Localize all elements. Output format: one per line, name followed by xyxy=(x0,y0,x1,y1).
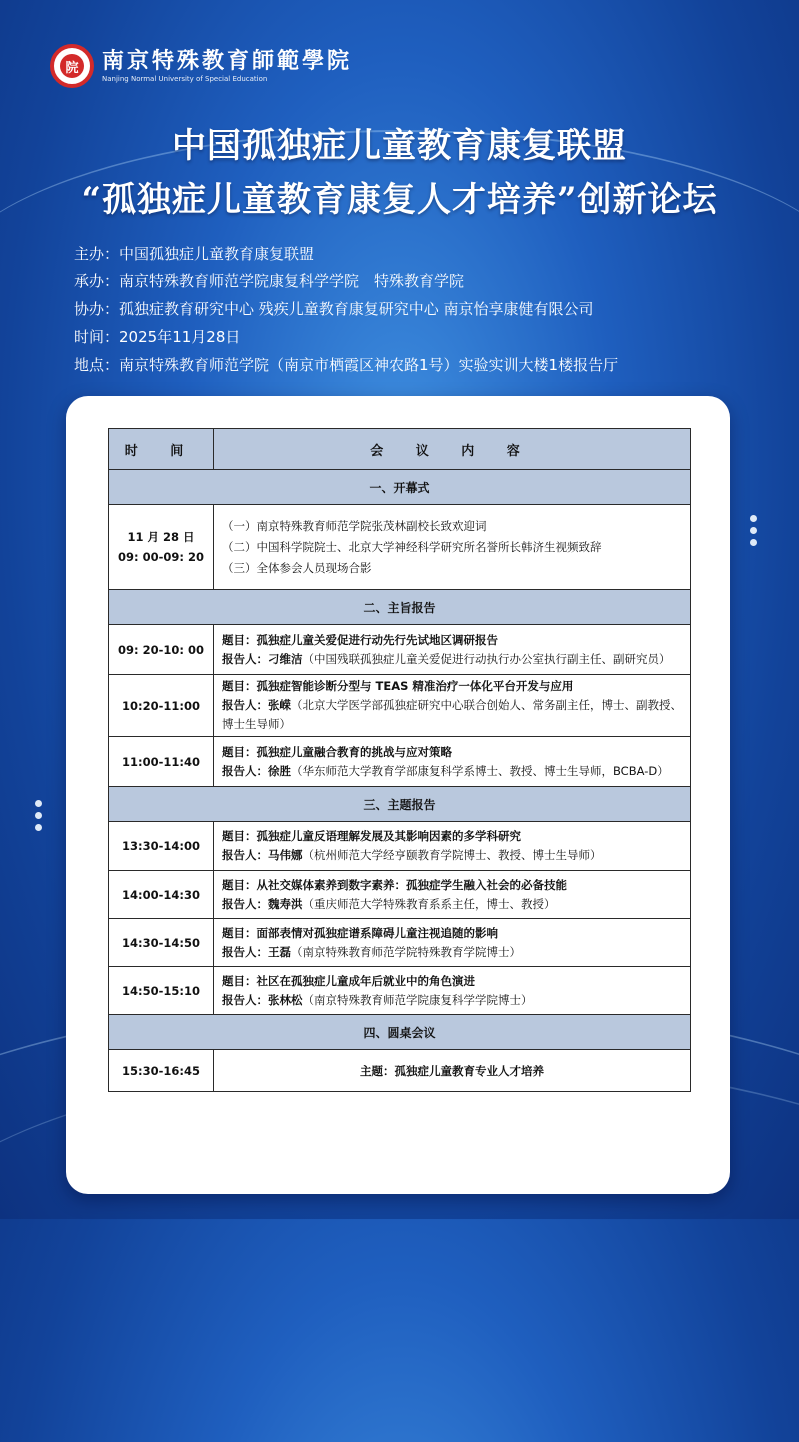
info-value: 南京特殊教育师范学院（南京市栖霞区神农路1号）实验实训大楼1楼报告厅 xyxy=(119,356,619,374)
decorative-dots xyxy=(750,515,757,546)
row-content xyxy=(214,737,691,787)
table-row xyxy=(109,625,691,675)
time-line: 11 月 28 日 xyxy=(127,530,195,544)
table-row xyxy=(109,1050,691,1092)
topic-label: 题目： xyxy=(222,973,257,988)
speaker-info: （北京大学医学部孤独症研究中心联合创始人、常务副主任，博士、副教授、博士生导师） xyxy=(222,698,682,731)
topic-label: 题目： xyxy=(222,679,257,693)
speaker-name: 张林松 xyxy=(268,992,303,1007)
topic-title: 孤独症儿童融合教育的挑战与应对策略 xyxy=(256,744,452,759)
section-row xyxy=(109,1015,691,1050)
schedule-card xyxy=(66,396,730,1194)
talk-speaker xyxy=(222,895,682,914)
speaker-info: （南京特殊教育师范学院特殊教育学院博士） xyxy=(291,944,521,959)
info-line xyxy=(74,356,618,374)
topic-title: 孤独症智能诊断分型与 TEAS 精准治疗一体化平台开发与应用 xyxy=(256,679,574,693)
talk-speaker xyxy=(222,762,682,781)
speaker-name: 王磊 xyxy=(268,944,291,959)
info-line xyxy=(74,245,314,263)
info-value: 2025年11月28日 xyxy=(119,328,241,346)
table-row xyxy=(109,919,691,967)
speaker-label: 报告人： xyxy=(222,848,268,862)
talk-topic xyxy=(222,743,682,762)
row-content: 主题：孤独症儿童教育专业人才培养 xyxy=(214,1050,691,1092)
talk-speaker xyxy=(222,846,682,865)
table-row xyxy=(109,737,691,787)
talk-topic xyxy=(222,827,682,846)
topic-label: 题目： xyxy=(222,925,257,940)
row-content xyxy=(214,505,691,590)
info-line xyxy=(74,300,594,318)
agenda-item: （二）中国科学院院士、北京大学神经科学研究所名誉所长韩济生视频致辞 xyxy=(222,539,602,554)
speaker-label: 报告人： xyxy=(222,992,268,1007)
info-value: 中国孤独症儿童教育康复联盟 xyxy=(119,245,315,263)
section-title: 三、主题报告 xyxy=(109,787,691,822)
university-seal-icon: 院 xyxy=(50,44,94,88)
speaker-name: 徐胜 xyxy=(268,763,291,778)
topic-title: 社区在孤独症儿童成年后就业中的角色演进 xyxy=(256,973,475,988)
section-title: 一、开幕式 xyxy=(109,470,691,505)
talk-topic xyxy=(222,972,682,991)
row-time: 14:30-14:50 xyxy=(109,919,214,967)
info-label: 主办： xyxy=(74,245,120,263)
agenda-item: （三）全体参会人员现场合影 xyxy=(222,560,372,575)
info-value: 孤独症教育研究中心 残疾儿童教育康复研究中心 南京怡享康健有限公司 xyxy=(119,300,594,318)
speaker-name: 马伟娜 xyxy=(268,848,303,862)
table-row xyxy=(109,822,691,871)
title-line2: “孤独症儿童教育康复人才培养”创新论坛 xyxy=(81,180,718,220)
time-line: 09: 00-09: 20 xyxy=(118,550,204,564)
speaker-name: 魏寿洪 xyxy=(268,896,303,911)
talk-speaker xyxy=(222,991,682,1010)
topic-label: 题目： xyxy=(222,632,257,647)
row-time: 14:50-15:10 xyxy=(109,967,214,1015)
speaker-label: 报告人： xyxy=(222,651,268,666)
topic-title: 孤独症儿童关爱促进行动先行先试地区调研报告 xyxy=(256,632,498,647)
row-time: 11:00-11:40 xyxy=(109,737,214,787)
info-line xyxy=(74,328,240,346)
row-time: 14:00-14:30 xyxy=(109,871,214,919)
talk-topic xyxy=(222,876,682,895)
row-content xyxy=(214,675,691,737)
talk-topic xyxy=(222,924,682,943)
speaker-label: 报告人： xyxy=(222,896,268,911)
table-row xyxy=(109,871,691,919)
speaker-label: 报告人： xyxy=(222,698,268,712)
university-logo xyxy=(50,44,352,88)
talk-speaker xyxy=(222,943,682,962)
row-content xyxy=(214,919,691,967)
row-content xyxy=(214,822,691,871)
topic-label: 题目： xyxy=(222,744,257,759)
row-time xyxy=(109,505,214,590)
section-row xyxy=(109,787,691,822)
speaker-info: （中国残联孤独症儿童关爱促进行动执行办公室执行副主任、副研究员） xyxy=(302,651,671,666)
info-label: 承办： xyxy=(74,272,120,290)
info-value: 南京特殊教育师范学院康复科学学院 特殊教育学院 xyxy=(119,272,465,290)
speaker-info: （南京特殊教育师范学院康复科学学院博士） xyxy=(302,992,533,1007)
speaker-info: （华东师范大学教育学部康复科学系博士、教授、博士生导师，BCBA-D） xyxy=(291,763,669,778)
info-label: 时间： xyxy=(74,328,120,346)
speaker-label: 报告人： xyxy=(222,944,268,959)
talk-topic xyxy=(222,631,682,650)
table-row xyxy=(109,967,691,1015)
speaker-info: （重庆师范大学特殊教育系系主任，博士、教授） xyxy=(302,896,556,911)
info-line xyxy=(74,272,464,290)
header-time: 时 间 xyxy=(109,429,214,470)
row-time: 09: 20-10: 00 xyxy=(109,625,214,675)
talk-speaker xyxy=(222,696,682,734)
row-content xyxy=(214,625,691,675)
decorative-dots xyxy=(35,800,42,831)
topic-title: 从社交媒体素养到数字素养：孤独症学生融入社会的必备技能 xyxy=(256,877,567,892)
info-label: 协办： xyxy=(74,300,120,318)
table-row xyxy=(109,675,691,737)
speaker-name: 刁维洁 xyxy=(268,651,303,666)
section-title: 四、圆桌会议 xyxy=(109,1015,691,1050)
row-time: 13:30-14:00 xyxy=(109,822,214,871)
speaker-label: 报告人： xyxy=(222,763,268,778)
row-content xyxy=(214,967,691,1015)
logo-name-en: Nanjing Normal University of Special Education xyxy=(102,75,268,83)
info-label: 地点： xyxy=(74,356,120,374)
table-row xyxy=(109,505,691,590)
logo-name-cn: 南京特殊教育師範學院 xyxy=(102,48,353,74)
speaker-info: （杭州师范大学经亨颐教育学院博士、教授、博士生导师） xyxy=(302,848,602,862)
agenda-item: （一）南京特殊教育师范学院张茂林副校长致欢迎词 xyxy=(222,518,487,533)
row-time: 10:20-11:00 xyxy=(109,675,214,737)
topic-title: 孤独症儿童反语理解发展及其影响因素的多学科研究 xyxy=(256,829,521,843)
row-content xyxy=(214,871,691,919)
talk-speaker xyxy=(222,650,682,669)
section-title: 二、主旨报告 xyxy=(109,590,691,625)
row-time: 15:30-16:45 xyxy=(109,1050,214,1092)
schedule-table xyxy=(108,428,691,1092)
topic-title: 面部表情对孤独症谱系障碍儿童注视追随的影响 xyxy=(256,925,498,940)
section-row xyxy=(109,590,691,625)
title-line1: 中国孤独症儿童教育康复联盟 xyxy=(172,126,627,166)
table-header-row xyxy=(109,429,691,470)
section-row xyxy=(109,470,691,505)
speaker-name: 张嵘 xyxy=(268,698,291,712)
talk-topic xyxy=(222,677,682,696)
topic-label: 题目： xyxy=(222,829,257,843)
header-content: 会 议 内 容 xyxy=(214,429,691,470)
topic-label: 题目： xyxy=(222,877,257,892)
